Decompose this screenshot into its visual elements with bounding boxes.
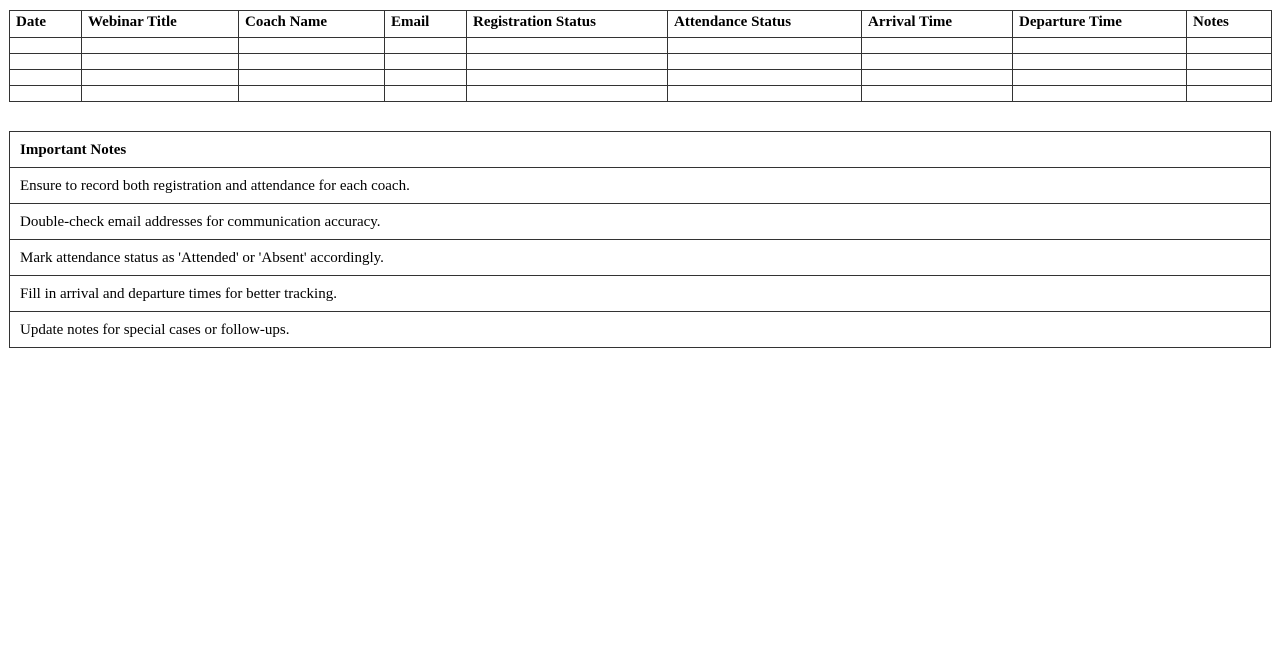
notes-header-row [10,132,1271,168]
column-header-email: Email [385,11,467,38]
cell-email[interactable] [385,54,467,70]
cell-attendance-status[interactable] [668,70,862,86]
cell-email[interactable] [385,86,467,102]
cell-webinar-title[interactable] [82,38,239,54]
cell-date[interactable] [10,70,82,86]
cell-webinar-title[interactable] [82,86,239,102]
notes-table-header: Important Notes [10,132,1271,168]
list-item [10,240,1271,276]
cell-registration-status[interactable] [467,70,668,86]
cell-coach-name[interactable] [239,54,385,70]
cell-email[interactable] [385,70,467,86]
note-text: Mark attendance status as 'Attended' or 'Absent' accordingly. [10,240,1271,276]
cell-notes[interactable] [1187,70,1272,86]
cell-registration-status[interactable] [467,86,668,102]
column-header-arrival-time: Arrival Time [862,11,1013,38]
cell-date[interactable] [10,86,82,102]
cell-departure-time[interactable] [1013,38,1187,54]
cell-arrival-time[interactable] [862,54,1013,70]
cell-date[interactable] [10,54,82,70]
column-header-attendance-status: Attendance Status [668,11,862,38]
column-header-departure-time: Departure Time [1013,11,1187,38]
cell-notes[interactable] [1187,38,1272,54]
cell-departure-time[interactable] [1013,86,1187,102]
cell-coach-name[interactable] [239,86,385,102]
table-row[interactable] [10,38,1272,54]
note-text: Double-check email addresses for communication accuracy. [10,204,1271,240]
list-item [10,312,1271,348]
cell-email[interactable] [385,38,467,54]
column-header-notes: Notes [1187,11,1272,38]
note-text: Ensure to record both registration and attendance for each coach. [10,168,1271,204]
table-row[interactable] [10,54,1272,70]
list-item [10,168,1271,204]
cell-arrival-time[interactable] [862,86,1013,102]
cell-registration-status[interactable] [467,54,668,70]
column-header-coach-name: Coach Name [239,11,385,38]
webinar-attendance-table [9,10,1272,102]
list-item [10,204,1271,240]
list-item [10,276,1271,312]
column-header-webinar-title: Webinar Title [82,11,239,38]
cell-departure-time[interactable] [1013,70,1187,86]
note-text: Update notes for special cases or follow-ups. [10,312,1271,348]
cell-attendance-status[interactable] [668,38,862,54]
note-text: Fill in arrival and departure times for better tracking. [10,276,1271,312]
cell-coach-name[interactable] [239,70,385,86]
cell-webinar-title[interactable] [82,70,239,86]
table-header-row [10,11,1272,38]
cell-departure-time[interactable] [1013,54,1187,70]
cell-coach-name[interactable] [239,38,385,54]
important-notes-table [9,131,1271,348]
column-header-date: Date [10,11,82,38]
cell-notes[interactable] [1187,86,1272,102]
cell-date[interactable] [10,38,82,54]
cell-webinar-title[interactable] [82,54,239,70]
cell-arrival-time[interactable] [862,38,1013,54]
cell-notes[interactable] [1187,54,1272,70]
column-header-registration-status: Registration Status [467,11,668,38]
cell-attendance-status[interactable] [668,86,862,102]
cell-registration-status[interactable] [467,38,668,54]
table-row[interactable] [10,70,1272,86]
cell-arrival-time[interactable] [862,70,1013,86]
cell-attendance-status[interactable] [668,54,862,70]
table-row[interactable] [10,86,1272,102]
